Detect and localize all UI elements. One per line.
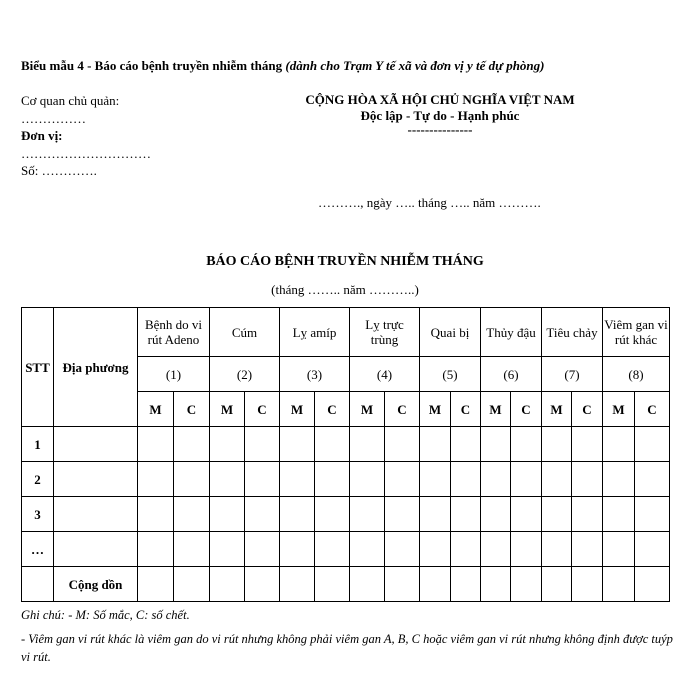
deaths-cell[interactable] — [174, 567, 210, 602]
deaths-cell[interactable] — [635, 462, 670, 497]
deaths-cell[interactable] — [451, 567, 481, 602]
deaths-cell[interactable] — [635, 427, 670, 462]
disease-code: (1) — [138, 357, 210, 392]
deaths-cell[interactable] — [635, 497, 670, 532]
disease-code: (4) — [350, 357, 420, 392]
disease-name: Quai bị — [420, 308, 481, 357]
cases-cell[interactable] — [420, 462, 451, 497]
disease-report-table — [21, 307, 670, 602]
unit-label: Đơn vị: — [21, 128, 63, 143]
cases-cell[interactable] — [138, 497, 174, 532]
locality-cell[interactable] — [54, 497, 138, 532]
cases-cell[interactable] — [350, 497, 385, 532]
data-rows — [22, 427, 670, 602]
disease-code: (6) — [481, 357, 542, 392]
deaths-cell[interactable] — [635, 567, 670, 602]
deaths-cell[interactable] — [385, 462, 420, 497]
disease-name: Thủy đậu — [481, 308, 542, 357]
deaths-cell[interactable] — [451, 427, 481, 462]
disease-code: (3) — [280, 357, 350, 392]
cases-cell[interactable] — [350, 427, 385, 462]
deaths-cell[interactable] — [245, 427, 280, 462]
notes — [21, 606, 681, 666]
deaths-cell[interactable] — [315, 567, 350, 602]
deaths-cell[interactable] — [451, 462, 481, 497]
c-header: C — [385, 392, 420, 427]
disease-code: (5) — [420, 357, 481, 392]
cases-cell[interactable] — [420, 567, 451, 602]
total-row — [22, 567, 670, 602]
cases-cell[interactable] — [210, 532, 245, 567]
cases-cell[interactable] — [603, 532, 635, 567]
disease-code: (8) — [603, 357, 670, 392]
cases-cell[interactable] — [210, 567, 245, 602]
cases-cell[interactable] — [542, 497, 572, 532]
locality-cell[interactable] — [54, 462, 138, 497]
c-header: C — [511, 392, 542, 427]
deaths-cell[interactable] — [572, 532, 603, 567]
deaths-cell[interactable] — [174, 427, 210, 462]
national-heading — [240, 92, 640, 136]
cases-cell[interactable] — [420, 427, 451, 462]
deaths-cell[interactable] — [245, 567, 280, 602]
table-row — [22, 532, 670, 567]
disease-name: Bệnh do vi rút Adeno — [138, 308, 210, 357]
locality-cell[interactable] — [54, 532, 138, 567]
cases-cell[interactable] — [420, 497, 451, 532]
cases-cell[interactable] — [603, 567, 635, 602]
deaths-cell[interactable] — [511, 567, 542, 602]
deaths-cell[interactable] — [315, 427, 350, 462]
deaths-cell[interactable] — [572, 427, 603, 462]
total-label: Cộng dồn — [54, 567, 138, 602]
disease-name: Viêm gan vi rút khác — [603, 308, 670, 357]
disease-code: (7) — [542, 357, 603, 392]
cases-cell[interactable] — [481, 462, 511, 497]
cases-cell[interactable] — [542, 462, 572, 497]
m-header: M — [138, 392, 174, 427]
form-label: Biểu mẫu 4 - Báo cáo bệnh truyền nhiễm tháng — [21, 58, 283, 73]
disease-name-row — [22, 308, 670, 357]
cases-cell[interactable] — [210, 427, 245, 462]
form-title — [21, 58, 545, 74]
deaths-cell[interactable] — [385, 427, 420, 462]
cases-cell[interactable] — [481, 567, 511, 602]
cases-cell[interactable] — [603, 462, 635, 497]
cases-cell[interactable] — [350, 567, 385, 602]
deaths-cell[interactable] — [572, 462, 603, 497]
c-header: C — [572, 392, 603, 427]
locality-cell[interactable] — [54, 427, 138, 462]
row-number — [22, 567, 54, 602]
deaths-cell[interactable] — [572, 567, 603, 602]
stt-header: STT — [22, 308, 54, 427]
row-number: 3 — [22, 497, 54, 532]
cases-cell[interactable] — [420, 532, 451, 567]
c-header: C — [174, 392, 210, 427]
deaths-cell[interactable] — [511, 532, 542, 567]
deaths-cell[interactable] — [245, 532, 280, 567]
deaths-cell[interactable] — [174, 462, 210, 497]
cases-cell[interactable] — [210, 497, 245, 532]
deaths-cell[interactable] — [511, 462, 542, 497]
deaths-cell[interactable] — [315, 497, 350, 532]
cases-cell[interactable] — [210, 462, 245, 497]
locality-header: Địa phương — [54, 308, 138, 427]
date-line: ………., ngày ….. tháng ….. năm ………. — [318, 195, 541, 210]
deaths-cell[interactable] — [174, 532, 210, 567]
disease-name: Cúm — [210, 308, 280, 357]
disease-name: Tiêu chảy — [542, 308, 603, 357]
form-note: (dành cho Trạm Y tế xã và đơn vị y tế dự phòng) — [285, 58, 545, 73]
disease-code: (2) — [210, 357, 280, 392]
cases-cell[interactable] — [280, 532, 315, 567]
agency-label: Cơ quan chủ quản: — [21, 93, 120, 108]
cases-cell[interactable] — [542, 427, 572, 462]
cases-cell[interactable] — [280, 497, 315, 532]
deaths-cell[interactable] — [174, 497, 210, 532]
m-header: M — [481, 392, 511, 427]
issuer-block — [21, 92, 151, 180]
deaths-cell[interactable] — [511, 427, 542, 462]
deaths-cell[interactable] — [451, 532, 481, 567]
document-number: Số: …………. — [21, 163, 97, 178]
nation-name: CỘNG HÒA XÃ HỘI CHỦ NGHĨA VIỆT NAM — [305, 92, 575, 107]
cases-cell[interactable] — [542, 532, 572, 567]
m-header: M — [280, 392, 315, 427]
table-row — [22, 497, 670, 532]
deaths-cell[interactable] — [451, 497, 481, 532]
cases-cell[interactable] — [280, 427, 315, 462]
row-number: 2 — [22, 462, 54, 497]
note-hepatitis: - Viêm gan vi rút khác là viêm gan do vi rút nhưng không phải viêm gan A, B, C hoặc viêm gan vi rút nhưng không định được tuýp vi rút. — [21, 632, 673, 664]
cases-cell[interactable] — [481, 532, 511, 567]
cases-cell[interactable] — [138, 532, 174, 567]
cases-cell[interactable] — [603, 427, 635, 462]
c-header: C — [245, 392, 280, 427]
deaths-cell[interactable] — [385, 497, 420, 532]
m-header: M — [542, 392, 572, 427]
m-header: M — [350, 392, 385, 427]
report-subtitle: (tháng …….. năm ………..) — [271, 282, 419, 297]
deaths-cell[interactable] — [385, 532, 420, 567]
m-header: M — [420, 392, 451, 427]
cases-cell[interactable] — [481, 497, 511, 532]
c-header: C — [451, 392, 481, 427]
deaths-cell[interactable] — [315, 532, 350, 567]
cases-cell[interactable] — [350, 462, 385, 497]
deaths-cell[interactable] — [572, 497, 603, 532]
cases-cell[interactable] — [138, 427, 174, 462]
cases-cell[interactable] — [138, 462, 174, 497]
motto-separator: --------------- — [407, 122, 473, 137]
deaths-cell[interactable] — [245, 497, 280, 532]
disease-name: Lỵ amíp — [280, 308, 350, 357]
cases-cell[interactable] — [280, 462, 315, 497]
m-header: M — [210, 392, 245, 427]
deaths-cell[interactable] — [245, 462, 280, 497]
note-legend: Ghi chú: - M: Số mắc, C: số chết. — [21, 608, 190, 622]
agency-dots: …………… — [21, 110, 86, 126]
row-number: … — [22, 532, 54, 567]
m-header: M — [603, 392, 635, 427]
report-title: BÁO CÁO BỆNH TRUYỀN NHIỄM THÁNG — [206, 254, 484, 269]
cases-cell[interactable] — [350, 532, 385, 567]
table-row — [22, 462, 670, 497]
c-header: C — [315, 392, 350, 427]
deaths-cell[interactable] — [635, 532, 670, 567]
cases-cell[interactable] — [138, 567, 174, 602]
row-number: 1 — [22, 427, 54, 462]
cases-cell[interactable] — [481, 427, 511, 462]
deaths-cell[interactable] — [315, 462, 350, 497]
deaths-cell[interactable] — [385, 567, 420, 602]
table-row — [22, 427, 670, 462]
cases-cell[interactable] — [280, 567, 315, 602]
cases-cell[interactable] — [542, 567, 572, 602]
national-motto: Độc lập - Tự do - Hạnh phúc — [360, 108, 520, 123]
unit-dots: ………………………… — [21, 145, 151, 161]
disease-name: Lỵ trực trùng — [350, 308, 420, 357]
cases-cell[interactable] — [603, 497, 635, 532]
c-header: C — [635, 392, 670, 427]
deaths-cell[interactable] — [511, 497, 542, 532]
